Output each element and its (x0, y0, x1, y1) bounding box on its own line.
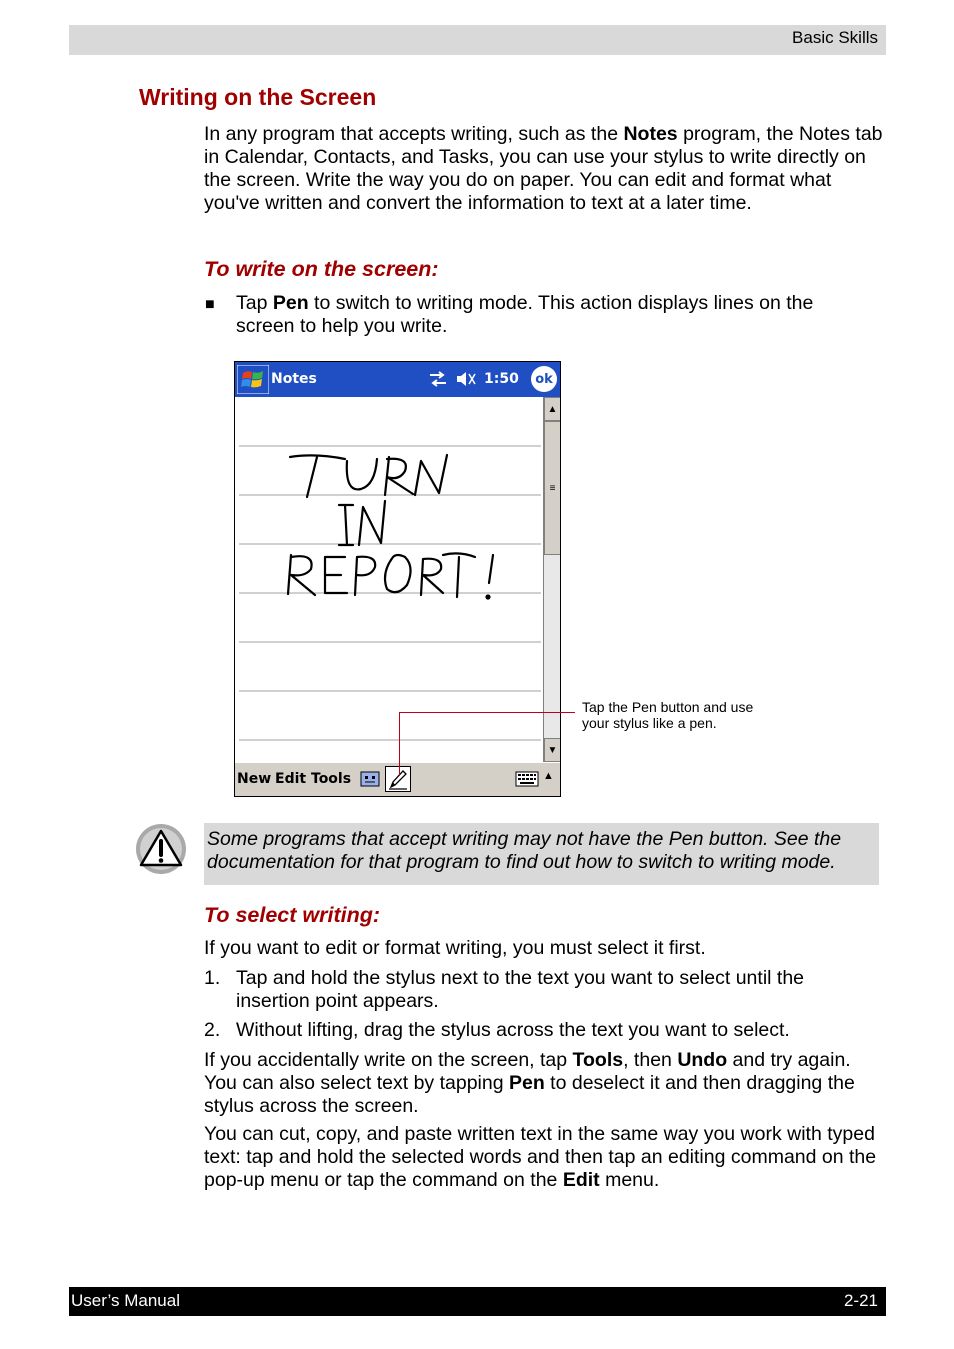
pen-icon (386, 767, 410, 791)
callout-line (399, 712, 575, 713)
undo-paragraph: If you accidentally write on the screen, tap Tools, then Undo and try again. You can also select text by tapping Pen to deselect it and then dragging the stylus across the screen. (204, 1049, 855, 1117)
note-text: Some programs that accept writing may not have the Pen button. See the documentation for that program to find out how to switch to writing mode. (207, 828, 842, 873)
menu-tools[interactable]: Tools (311, 771, 352, 787)
cut-copy-paragraph: You can cut, copy, and paste written text in the same way you work with typed text: tap and hold the selected words and then tap an editing command on the pop-up menu or tap the command on the Edit menu. (204, 1123, 877, 1191)
note-box (204, 823, 879, 885)
intro-paragraph: In any program that accepts writing, such as the Notes program, the Notes tab in Calendar, Contacts, and Tasks, you can use your stylus to write directly on the screen. Write the way you do on paper. You can edit and format what you've written and convert the information to text at a later time. (204, 123, 883, 214)
select-intro: If you want to edit or format writing, you must select it first. (204, 937, 706, 959)
recording-icon[interactable] (360, 771, 380, 787)
page-number: 2-21 (843, 1291, 878, 1310)
handwriting-ink (288, 455, 493, 599)
header-section: Basic Skills (792, 28, 878, 47)
callout-line (399, 712, 400, 776)
bullet-text: Tap Pen to switch to writing mode. This action displays lines on the screen to help you write. (236, 292, 814, 337)
grip-icon: ≡ (549, 482, 556, 494)
scroll-thumb[interactable] (544, 421, 561, 555)
notes-screenshot (234, 361, 561, 797)
command-bar (235, 762, 560, 796)
title-bar (235, 362, 560, 397)
page-title: Writing on the Screen (139, 84, 377, 110)
pen-button[interactable] (385, 766, 411, 792)
footer-manual-name: User’s Manual (71, 1291, 180, 1310)
step-text: Without lifting, drag the stylus across the text you want to select. (236, 1019, 790, 1041)
arrow-down-icon: ▼ (547, 744, 558, 756)
app-name: Notes (271, 371, 317, 387)
keyboard-icon[interactable] (515, 770, 539, 788)
windows-flag-icon[interactable] (237, 365, 269, 394)
page-footer (69, 1287, 886, 1316)
step-text: Tap and hold the stylus next to the text you want to select until the insertion point appears. (236, 967, 805, 1012)
vertical-scrollbar[interactable] (543, 397, 561, 762)
step-number: 1. (204, 967, 221, 989)
page-header (69, 25, 886, 55)
input-panel-arrow-icon[interactable]: ▲ (543, 770, 554, 782)
menu-new[interactable]: New (237, 771, 272, 787)
warning-icon (135, 823, 187, 875)
scroll-down-button[interactable] (544, 738, 561, 762)
ok-button[interactable]: ok (531, 366, 557, 392)
menu-edit[interactable]: Edit (275, 771, 307, 787)
section-heading-select: To select writing: (204, 903, 380, 927)
section-heading-write: To write on the screen: (204, 257, 439, 281)
step-number: 2. (204, 1019, 221, 1041)
clock[interactable]: 1:50 (484, 371, 519, 387)
writing-area[interactable] (235, 397, 543, 762)
scroll-up-button[interactable] (544, 397, 561, 421)
callout-text: Tap the Pen button and use your stylus like a pen. (582, 699, 754, 731)
arrow-up-icon: ▲ (547, 403, 558, 415)
speaker-icon[interactable] (455, 369, 479, 389)
connection-arrows-icon[interactable] (428, 370, 448, 388)
bullet-icon: ■ (205, 296, 215, 313)
